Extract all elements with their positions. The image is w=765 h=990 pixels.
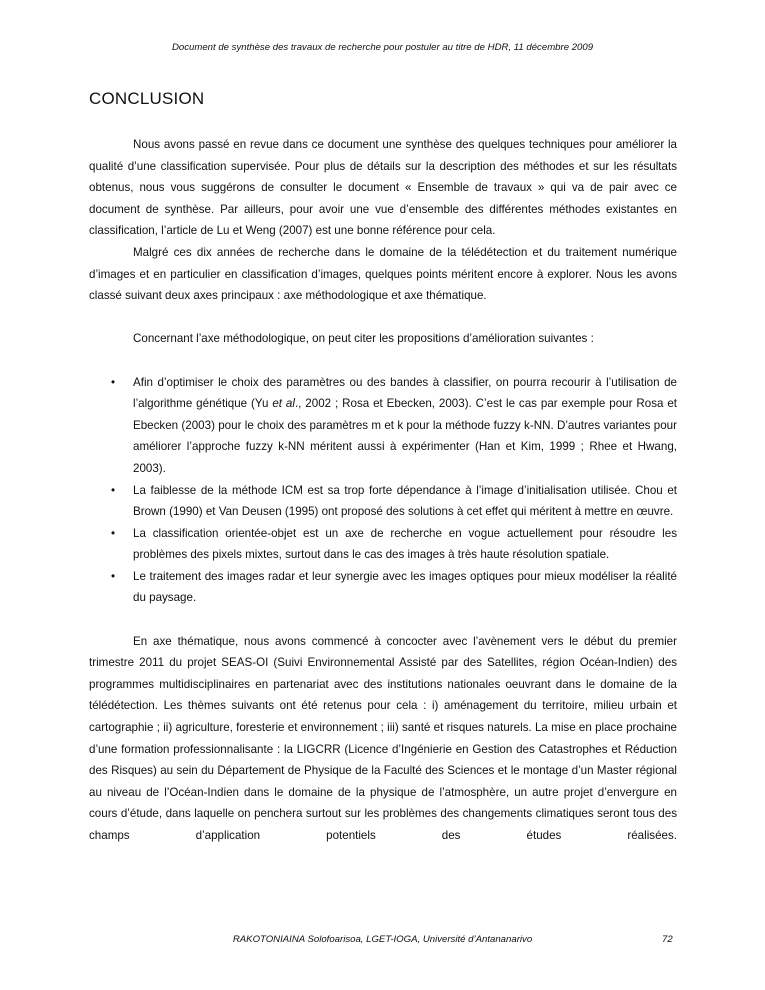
paragraph-intro: Nous avons passé en revue dans ce document une synthèse des quelques techniques pour améliorer la qualité d’une classification supervisée. Pour plus de détails sur la description des méthodes et sur les résultats obtenus, nous vous suggérons de consulter le document « Ensemble de travaux » qui va de pair avec ce document de synthèse. Par ailleurs, pour avoir une vue d’ensemble des différentes méthodes existantes en classification, l’article de Lu et Weng (2007) est une bonne référence pour cela. <box>89 138 677 238</box>
list-item-text-after: ., 2002 ; Rosa et Ebecken, 2003). C’est le cas par exemple pour Rosa et Ebecken (2003) pour le choix des paramètres m et k pour la méthode fuzzy k-NN. D’autres variantes pour améliorer l’approche fuzzy k-NN méritent aussi à expérimenter (Han et Kim, 1999 ; Rhee et Hwang, 2003). <box>133 397 678 475</box>
list-item-text: La classification orientée-objet est un axe de recherche en vogue actuellement pour résoudre les problèmes des pixels mixtes, surtout dans le cas des images à très haute résolution spatiale. <box>133 526 677 562</box>
list-item <box>89 480 677 523</box>
list-item-italic: et al <box>272 397 295 411</box>
footer-author: RAKOTONIAINA Solofoarisoa, LGET-IOGA, Université d’Antananarivo <box>232 934 533 945</box>
body-content <box>89 134 677 847</box>
bullet-symbol: • <box>111 483 116 497</box>
bullet-symbol: • <box>111 526 116 540</box>
section-title: CONCLUSION <box>89 89 205 108</box>
bullet-symbol: • <box>111 375 116 389</box>
page-number: 72 <box>662 934 673 945</box>
paragraph-research-axes: Malgré ces dix années de recherche dans le domaine de la télédétection et du traitement numérique d’images et en particulier en classification d’images, quelques points méritent encore à explorer. Nous les avons classé suivant deux axes principaux : axe méthodologique et axe thématique. <box>89 245 677 303</box>
paragraph-thematic-axis: En axe thématique, nous avons commencé à concocter avec l’avènement vers le début du premier trimestre 2011 du projet SEAS-OI (Suivi Environnemental Assisté par des Satellites, région Océan-Indien) des programmes multidisciplinaires en partenariat avec des institutions nationales oeuvrant dans le domaine de la télédétection. Les thèmes suivants ont été retenus pour cela : i) aménagement du territoire, milieu urbain et cartographie ; ii) agriculture, foresterie et environnement ; iii) santé et risques naturels. La mise en place prochaine d’une formation professionnalisante : la LIGCRR (Licence d’Ingénierie en Gestion des Catastrophes et Réduction des Risques) au sein du Département de Physique de la Faculté des Sciences et le montage d’un Master régional au niveau de l’Océan-Indien dans le domaine de la physique de l’atmosphère, un autre projet d’envergure en cours d’étude, dans laquelle on penchera surtout sur les problèmes des changements climatiques seront tous des champs d’application potentiels des études réalisées. <box>89 634 677 842</box>
bullet-symbol: • <box>111 569 116 583</box>
page-header: Document de synthèse des travaux de recherche pour postuler au titre de HDR, 11 décembre 2009 <box>171 42 594 53</box>
list-item <box>89 523 677 566</box>
list-item-text: La faiblesse de la méthode ICM est sa trop forte dépendance à l’image d’initialisation utilisée. Chou et Brown (1990) et Van Deusen (1995) ont proposé des solutions à cet effet qui méritent à mettre en œuvre. <box>133 483 677 519</box>
paragraph-methodological-axis: Concernant l’axe méthodologique, on peut citer les propositions d’amélioration suivantes : <box>133 332 594 346</box>
list-item-text-before: Afin d’optimiser le choix des paramètres ou des bandes à classifier, on pourra recourir à l’utilisation de l’algorithme génétique (Yu <box>133 375 677 411</box>
list-item <box>89 372 677 480</box>
list-item-text: Le traitement des images radar et leur synergie avec les images optiques pour mieux modéliser la réalité du paysage. <box>133 569 677 605</box>
improvement-list <box>89 372 677 610</box>
list-item <box>89 566 677 609</box>
